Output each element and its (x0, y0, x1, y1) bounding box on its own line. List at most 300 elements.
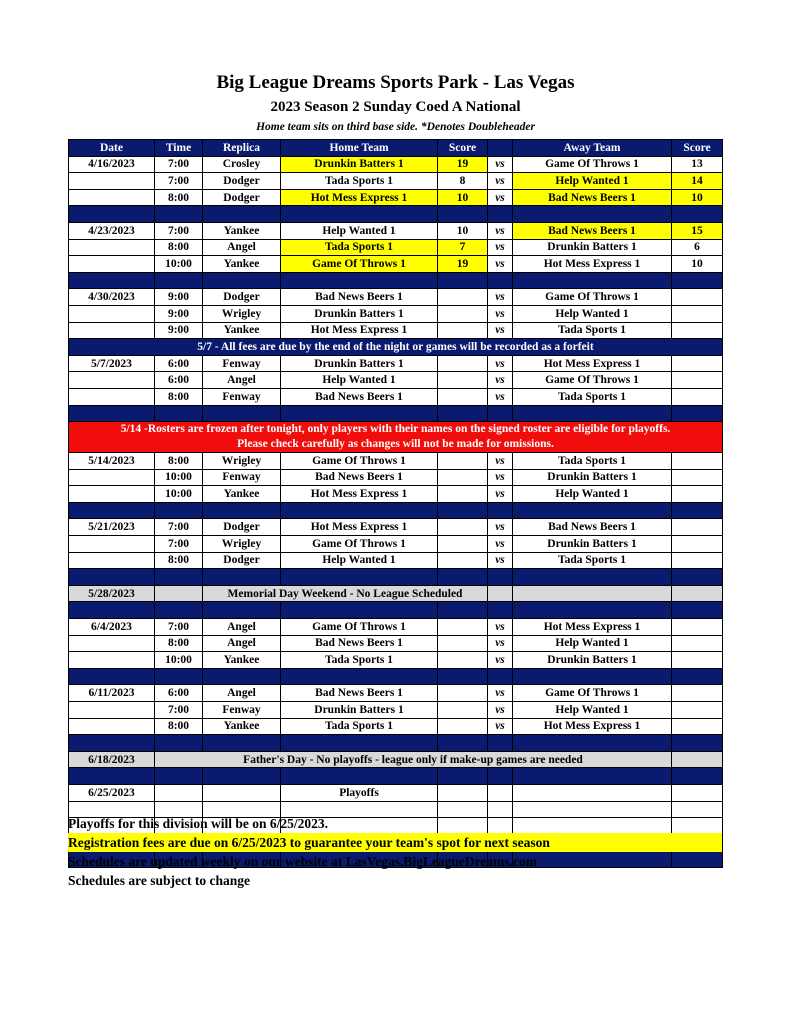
game-row (69, 222, 723, 239)
home-score-cell (438, 552, 488, 569)
replica-cell: Yankee (203, 322, 281, 339)
separator-cell (281, 735, 438, 752)
replica-cell: Angel (203, 635, 281, 652)
separator-cell (672, 206, 723, 223)
separator-cell (488, 272, 513, 289)
home-score-cell (438, 322, 488, 339)
home-team-cell: Hot Mess Express 1 (281, 189, 438, 206)
home-team-cell: Hot Mess Express 1 (281, 519, 438, 536)
separator-cell (203, 502, 281, 519)
separator-cell (155, 502, 203, 519)
home-team-cell: Game Of Throws 1 (281, 619, 438, 636)
separator-row (69, 569, 723, 586)
separator-cell (69, 502, 155, 519)
page-title: Big League Dreams Sports Park - Las Vegas (216, 72, 575, 93)
separator-cell (513, 569, 672, 586)
separator-cell (281, 272, 438, 289)
game-row (69, 619, 723, 636)
separator-cell (155, 405, 203, 422)
empty-cell (155, 585, 203, 602)
roster-alert-line2: Please check carefully as changes will not be made for omissions. (237, 438, 554, 451)
time-cell: 7:00 (155, 173, 203, 190)
separator-cell (203, 668, 281, 685)
no-league-text: Father's Day - No playoffs - league only if make-up games are needed (155, 751, 672, 768)
home-team-cell: Game Of Throws 1 (281, 256, 438, 273)
no-league-row (69, 585, 723, 602)
date-cell: 5/28/2023 (69, 585, 155, 602)
date-cell (69, 388, 155, 405)
game-row (69, 355, 723, 372)
footer-website-note: Schedules are updated weekly on our website at LasVegas.BigLeagueDreams.com (68, 854, 538, 869)
time-cell: 7:00 (155, 536, 203, 553)
vs-cell: vs (488, 453, 513, 470)
footer-playoffs-note: Playoffs for this division will be on 6/25/2023. (68, 816, 329, 831)
vs-cell: vs (488, 469, 513, 486)
date-cell: 4/30/2023 (69, 289, 155, 306)
time-cell: 8:00 (155, 388, 203, 405)
separator-row (69, 206, 723, 223)
home-team-cell: Tada Sports 1 (281, 239, 438, 256)
date-cell: 5/7/2023 (69, 355, 155, 372)
time-cell: 6:00 (155, 372, 203, 389)
date-cell: 6/4/2023 (69, 619, 155, 636)
separator-cell (69, 768, 155, 785)
separator-cell (672, 272, 723, 289)
time-cell: 6:00 (155, 685, 203, 702)
away-team-cell: Drunkin Batters 1 (513, 239, 672, 256)
replica-cell: Crosley (203, 156, 281, 173)
home-score-cell (438, 652, 488, 669)
separator-cell (672, 668, 723, 685)
home-team-cell: Game Of Throws 1 (281, 536, 438, 553)
separator-cell (488, 206, 513, 223)
separator-cell (203, 602, 281, 619)
game-row (69, 486, 723, 503)
replica-cell: Yankee (203, 222, 281, 239)
game-row (69, 784, 723, 801)
date-cell (69, 718, 155, 735)
away-score-cell: 15 (672, 222, 723, 239)
time-cell: 8:00 (155, 453, 203, 470)
game-row (69, 702, 723, 719)
date-cell (69, 536, 155, 553)
away-team-cell: Game Of Throws 1 (513, 289, 672, 306)
separator-cell (203, 206, 281, 223)
home-score-cell (438, 388, 488, 405)
date-cell (69, 322, 155, 339)
game-row (69, 173, 723, 190)
col-header-replica: Replica (203, 140, 281, 157)
home-score-cell (438, 305, 488, 322)
time-cell: 7:00 (155, 519, 203, 536)
separator-cell (281, 569, 438, 586)
date-cell (69, 702, 155, 719)
date-cell: 4/16/2023 (69, 156, 155, 173)
away-team-cell: Tada Sports 1 (513, 453, 672, 470)
date-cell (69, 305, 155, 322)
time-cell: 9:00 (155, 322, 203, 339)
separator-cell (488, 502, 513, 519)
away-score-cell (672, 718, 723, 735)
separator-cell (438, 668, 488, 685)
date-cell (69, 189, 155, 206)
away-team-cell: Hot Mess Express 1 (513, 355, 672, 372)
time-cell (155, 784, 203, 801)
time-cell: 8:00 (155, 189, 203, 206)
vs-cell: vs (488, 619, 513, 636)
game-row (69, 305, 723, 322)
game-row (69, 552, 723, 569)
vs-cell: vs (488, 519, 513, 536)
replica-cell: Fenway (203, 355, 281, 372)
home-team-cell: Help Wanted 1 (281, 222, 438, 239)
replica-cell: Yankee (203, 256, 281, 273)
time-cell: 7:00 (155, 619, 203, 636)
replica-cell: Angel (203, 372, 281, 389)
separator-cell (438, 735, 488, 752)
replica-cell: Yankee (203, 486, 281, 503)
vs-cell: vs (488, 289, 513, 306)
away-team-cell: Help Wanted 1 (513, 173, 672, 190)
separator-cell (438, 569, 488, 586)
home-team-cell: Drunkin Batters 1 (281, 355, 438, 372)
home-score-cell (438, 536, 488, 553)
replica-cell: Angel (203, 239, 281, 256)
separator-cell (281, 405, 438, 422)
separator-cell (69, 569, 155, 586)
away-score-cell (672, 289, 723, 306)
date-cell: 6/25/2023 (69, 784, 155, 801)
away-score-cell (672, 388, 723, 405)
away-team-cell: Drunkin Batters 1 (513, 536, 672, 553)
home-score-cell (438, 635, 488, 652)
vs-cell: vs (488, 702, 513, 719)
footer-registration-note: Registration fees are due on 6/25/2023 to guarantee your team's spot for next season (68, 833, 722, 852)
game-row (69, 322, 723, 339)
away-team-cell: Bad News Beers 1 (513, 519, 672, 536)
separator-cell (155, 735, 203, 752)
date-cell (69, 486, 155, 503)
vs-cell: vs (488, 256, 513, 273)
date-cell: 5/14/2023 (69, 453, 155, 470)
replica-cell: Dodger (203, 289, 281, 306)
separator-cell (672, 502, 723, 519)
separator-cell (488, 735, 513, 752)
separator-cell (69, 206, 155, 223)
separator-cell (438, 502, 488, 519)
date-cell (69, 372, 155, 389)
home-team-cell: Bad News Beers 1 (281, 685, 438, 702)
away-team-cell: Game Of Throws 1 (513, 156, 672, 173)
time-cell: 6:00 (155, 355, 203, 372)
time-cell: 10:00 (155, 256, 203, 273)
home-team-cell: Drunkin Batters 1 (281, 156, 438, 173)
away-score-cell (672, 552, 723, 569)
separator-cell (513, 735, 672, 752)
away-team-cell (513, 784, 672, 801)
date-cell (69, 239, 155, 256)
table-header-row (69, 140, 723, 157)
time-cell: 8:00 (155, 635, 203, 652)
away-team-cell: Hot Mess Express 1 (513, 718, 672, 735)
replica-cell: Yankee (203, 718, 281, 735)
vs-cell: vs (488, 635, 513, 652)
away-team-cell: Bad News Beers 1 (513, 222, 672, 239)
replica-cell: Wrigley (203, 536, 281, 553)
away-score-cell (672, 619, 723, 636)
replica-cell: Angel (203, 619, 281, 636)
home-score-cell (438, 486, 488, 503)
game-row (69, 652, 723, 669)
time-cell: 10:00 (155, 486, 203, 503)
separator-cell (203, 735, 281, 752)
replica-cell: Dodger (203, 189, 281, 206)
home-team-cell: Game Of Throws 1 (281, 453, 438, 470)
vs-cell (488, 784, 513, 801)
home-score-cell (438, 519, 488, 536)
separator-cell (672, 768, 723, 785)
separator-cell (203, 405, 281, 422)
separator-cell (203, 768, 281, 785)
separator-cell (488, 602, 513, 619)
separator-cell (69, 735, 155, 752)
time-cell: 10:00 (155, 469, 203, 486)
separator-cell (488, 668, 513, 685)
vs-cell: vs (488, 685, 513, 702)
replica-cell: Fenway (203, 702, 281, 719)
away-score-cell (672, 519, 723, 536)
vs-cell: vs (488, 173, 513, 190)
roster-alert-line1: 5/14 -Rosters are frozen after tonight, only players with their names on the signed roster are eligible for playoffs. (120, 423, 671, 436)
away-score-cell: 6 (672, 239, 723, 256)
home-score-cell: 10 (438, 222, 488, 239)
separator-cell (513, 668, 672, 685)
header-note: Home team sits on third base side. *Denotes Doubleheader (256, 121, 535, 133)
separator-row (69, 768, 723, 785)
vs-cell: vs (488, 486, 513, 503)
separator-cell (69, 272, 155, 289)
empty-cell (672, 585, 723, 602)
time-cell: 7:00 (155, 702, 203, 719)
away-score-cell (672, 652, 723, 669)
separator-cell (513, 272, 672, 289)
replica-cell: Fenway (203, 469, 281, 486)
separator-cell (438, 602, 488, 619)
home-team-cell: Bad News Beers 1 (281, 469, 438, 486)
time-cell: 8:00 (155, 239, 203, 256)
replica-cell: Angel (203, 685, 281, 702)
game-row (69, 536, 723, 553)
vs-cell: vs (488, 536, 513, 553)
away-team-cell: Hot Mess Express 1 (513, 256, 672, 273)
home-score-cell (438, 685, 488, 702)
separator-row (69, 668, 723, 685)
separator-cell (513, 768, 672, 785)
separator-cell (513, 405, 672, 422)
away-team-cell: Help Wanted 1 (513, 702, 672, 719)
separator-cell (438, 768, 488, 785)
replica-cell: Wrigley (203, 453, 281, 470)
vs-cell: vs (488, 652, 513, 669)
vs-cell: vs (488, 718, 513, 735)
home-team-cell: Tada Sports 1 (281, 652, 438, 669)
away-score-cell (672, 305, 723, 322)
away-score-cell (672, 469, 723, 486)
col-header-home-team: Home Team (281, 140, 438, 157)
home-team-cell: Bad News Beers 1 (281, 289, 438, 306)
vs-cell: vs (488, 388, 513, 405)
date-cell: 5/21/2023 (69, 519, 155, 536)
separator-cell (155, 768, 203, 785)
home-score-cell: 8 (438, 173, 488, 190)
home-score-cell (438, 355, 488, 372)
away-score-cell: 13 (672, 156, 723, 173)
home-score-cell: 19 (438, 156, 488, 173)
away-score-cell: 10 (672, 189, 723, 206)
vs-cell: vs (488, 372, 513, 389)
home-team-cell: Drunkin Batters 1 (281, 305, 438, 322)
away-team-cell: Drunkin Batters 1 (513, 652, 672, 669)
replica-cell: Dodger (203, 519, 281, 536)
separator-cell (438, 206, 488, 223)
separator-cell (203, 569, 281, 586)
separator-cell (281, 206, 438, 223)
separator-cell (155, 206, 203, 223)
time-cell: 7:00 (155, 222, 203, 239)
away-team-cell: Tada Sports 1 (513, 322, 672, 339)
vs-cell: vs (488, 305, 513, 322)
time-cell: 8:00 (155, 718, 203, 735)
home-score-cell (438, 718, 488, 735)
separator-row (69, 502, 723, 519)
home-team-cell: Help Wanted 1 (281, 552, 438, 569)
replica-cell (203, 784, 281, 801)
separator-cell (69, 668, 155, 685)
separator-cell (69, 405, 155, 422)
replica-cell: Wrigley (203, 305, 281, 322)
roster-alert-row (69, 422, 723, 453)
home-score-cell: 10 (438, 189, 488, 206)
date-cell: 6/11/2023 (69, 685, 155, 702)
replica-cell: Dodger (203, 552, 281, 569)
home-score-cell (438, 469, 488, 486)
separator-cell (488, 405, 513, 422)
away-score-cell (672, 635, 723, 652)
separator-cell (513, 206, 672, 223)
away-score-cell (672, 784, 723, 801)
date-cell (69, 173, 155, 190)
separator-cell (672, 405, 723, 422)
separator-cell (281, 502, 438, 519)
page-subtitle: 2023 Season 2 Sunday Coed A National (270, 99, 521, 115)
replica-cell: Yankee (203, 652, 281, 669)
date-cell (69, 552, 155, 569)
time-cell: 7:00 (155, 156, 203, 173)
home-team-cell: Playoffs (281, 784, 438, 801)
away-team-cell: Tada Sports 1 (513, 388, 672, 405)
home-score-cell (438, 619, 488, 636)
separator-cell (155, 602, 203, 619)
separator-cell (672, 602, 723, 619)
col-header-date: Date (69, 140, 155, 157)
separator-row (69, 405, 723, 422)
separator-cell (203, 272, 281, 289)
replica-cell: Fenway (203, 388, 281, 405)
game-row (69, 453, 723, 470)
vs-cell: vs (488, 189, 513, 206)
away-score-cell (672, 453, 723, 470)
away-score-cell (672, 372, 723, 389)
home-score-cell: 19 (438, 256, 488, 273)
separator-cell (155, 668, 203, 685)
separator-cell (69, 602, 155, 619)
vs-cell: vs (488, 322, 513, 339)
replica-cell: Dodger (203, 173, 281, 190)
away-team-cell: Help Wanted 1 (513, 486, 672, 503)
home-team-cell: Bad News Beers 1 (281, 388, 438, 405)
away-team-cell: Tada Sports 1 (513, 552, 672, 569)
home-team-cell: Tada Sports 1 (281, 173, 438, 190)
game-row (69, 289, 723, 306)
empty-cell (488, 585, 513, 602)
away-team-cell: Drunkin Batters 1 (513, 469, 672, 486)
separator-cell (155, 569, 203, 586)
date-cell (69, 652, 155, 669)
home-score-cell (438, 702, 488, 719)
notice-row (69, 339, 723, 356)
vs-cell: vs (488, 156, 513, 173)
schedule-table (68, 139, 723, 868)
home-team-cell: Bad News Beers 1 (281, 635, 438, 652)
date-cell (69, 635, 155, 652)
date-cell (69, 256, 155, 273)
game-row (69, 469, 723, 486)
home-team-cell: Drunkin Batters 1 (281, 702, 438, 719)
separator-cell (513, 502, 672, 519)
no-league-text: Memorial Day Weekend - No League Scheduled (203, 585, 488, 602)
separator-cell (281, 768, 438, 785)
col-header-away-team: Away Team (513, 140, 672, 157)
empty-cell (513, 585, 672, 602)
home-score-cell (438, 784, 488, 801)
vs-cell: vs (488, 239, 513, 256)
away-team-cell: Hot Mess Express 1 (513, 619, 672, 636)
date-cell: 4/23/2023 (69, 222, 155, 239)
col-header-away-score: Score (672, 140, 723, 157)
game-row (69, 718, 723, 735)
no-league-row (69, 751, 723, 768)
away-score-cell (672, 486, 723, 503)
separator-cell (672, 569, 723, 586)
home-team-cell: Help Wanted 1 (281, 372, 438, 389)
separator-cell (513, 602, 672, 619)
home-score-cell (438, 372, 488, 389)
away-score-cell (672, 702, 723, 719)
game-row (69, 189, 723, 206)
away-score-cell (672, 685, 723, 702)
away-team-cell: Game Of Throws 1 (513, 685, 672, 702)
col-header-vs (488, 140, 513, 157)
separator-row (69, 735, 723, 752)
separator-cell (672, 735, 723, 752)
home-score-cell: 7 (438, 239, 488, 256)
away-score-cell: 14 (672, 173, 723, 190)
separator-cell (281, 668, 438, 685)
home-team-cell: Tada Sports 1 (281, 718, 438, 735)
time-cell: 9:00 (155, 289, 203, 306)
away-team-cell: Game Of Throws 1 (513, 372, 672, 389)
game-row (69, 256, 723, 273)
